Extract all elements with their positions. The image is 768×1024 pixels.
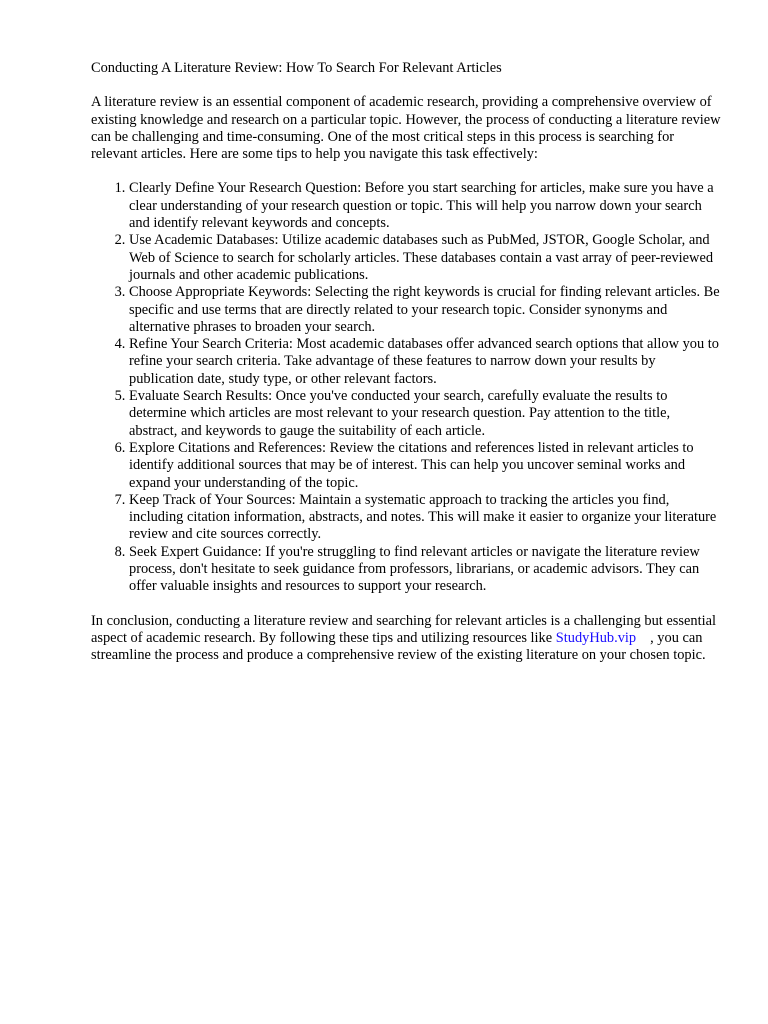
document-page [91,60,721,682]
tips-list [91,180,721,595]
intro-paragraph: A literature review is an essential component of academic research, providing a comprehensive overview of existing knowledge and research on a particular topic. However, the process of conducting a literature review can be challenging and time-consuming. One of the most critical steps in this process is searching for relevant articles. Here are some tips to help you navigate this task effectively: [91,94,721,163]
document-title: Conducting A Literature Review: How To Search For Relevant Articles [91,60,502,76]
list-item: 5. Evaluate Search Results: Once you've conducted your search, carefully evaluate the results to determine which articles are most relevant to your research question. Pay attention to the title, abstract, and keywords to gauge the suitability of each article. [129,388,721,440]
conclusion-text-before: In conclusion, conducting a literature review and searching for relevant articles is a challenging but essential aspect of academic research. By following these tips and utilizing resources like [91,612,716,646]
list-item: 7. Keep Track of Your Sources: Maintain a systematic approach to tracking the articles you find, including citation information, abstracts, and notes. This will make it easier to organize your literature review and cite sources correctly. [129,492,721,544]
list-item: 1. Clearly Define Your Research Question: Before you start searching for articles, make sure you have a clear understanding of your research question or topic. This will help you narrow down your search and identify relevant keywords and concepts. [129,180,721,232]
list-item: 6. Explore Citations and References: Review the citations and references listed in relevant articles to identify additional sources that may be of interest. This can help you uncover seminal works and expand your understanding of the topic. [129,440,721,492]
list-item: 3. Choose Appropriate Keywords: Selecting the right keywords is crucial for finding relevant articles. Be specific and use terms that are directly related to your research topic. Consider synonyms and alternative phrases to broaden your search. [129,284,721,336]
conclusion-paragraph [91,613,721,665]
list-item: 8. Seek Expert Guidance: If you're struggling to find relevant articles or navigate the literature review process, don't hesitate to seek guidance from professors, librarians, or academic advisors. They can offer valuable insights and resources to support your research. [129,544,721,596]
list-item: 2. Use Academic Databases: Utilize academic databases such as PubMed, JSTOR, Google Scholar, and Web of Science to search for scholarly articles. These databases contain a vast array of peer-reviewed journals and other academic publications. [129,232,721,284]
studyhub-link[interactable]: StudyHub.vip [555,629,637,646]
conclusion-text-after: , you can streamline the process and produce a comprehensive review of the existing literature on your chosen topic. [91,629,706,664]
list-item: 4. Refine Your Search Criteria: Most academic databases offer advanced search options that allow you to refine your search criteria. Take advantage of these features to narrow down your results by publication date, study type, or other relevant factors. [129,336,721,388]
